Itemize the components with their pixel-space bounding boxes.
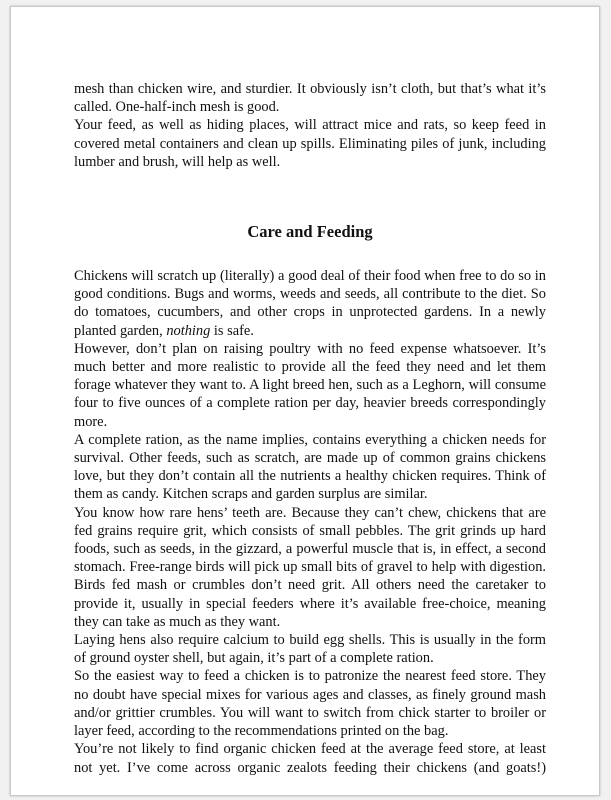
body-paragraph-3: A complete ration, as the name implies, contains everything a chicken needs for survival. Other feeds, such as scratch, are made up of common grains chickens love, but they don’t contain all the nutrients a healthy chicken requires. Think of them as candy. Kitchen scraps and garden surplus are similar. <box>74 431 546 503</box>
body-paragraph-7: You’re not likely to find organic chicken feed at the average feed store, at least not yet. I’ve come across organic zealots feeding their chickens (and goats!) <box>74 741 546 776</box>
intro-paragraph-2: Your feed, as well as hiding places, will attract mice and rats, so keep feed in covered metal containers and clean up spills. Eliminating piles of junk, including lumber and brush, will help as well. <box>74 117 546 170</box>
paragraph-text: is safe. <box>210 322 254 339</box>
section-heading: Care and Feeding <box>247 222 373 242</box>
paragraph-text: Chickens will scratch up (literally) a good deal of their food when free to do so in good conditions. Bugs and worms, weeds and seeds, all contribute to the diet. So do tomatoes, cucumbers, and other crops in unprotected gardens. In a newly planted garden, <box>74 268 546 339</box>
body-paragraph-4: You know how rare hens’ teeth are. Because they can’t chew, chickens that are fed grains require grit, which consists of small pebbles. The grit grinds up hard foods, such as seeds, in the gizzard, a powerful muscle that is, in effect, a second stomach. Free-range birds will pick up small bits of gravel to help with digestion. Birds fed mash or crumbles don’t need grit. All others need the caretaker to provide it, usually in special feeders where it’s available free-choice, meaning they can take as much as they want. <box>74 504 546 630</box>
body-paragraph-5: Laying hens also require calcium to build egg shells. This is usually in the form of ground oyster shell, but again, it’s part of a complete ration. <box>74 632 546 667</box>
page-body <box>74 80 546 777</box>
intro-paragraph-1: mesh than chicken wire, and sturdier. It obviously isn’t cloth, but that’s what it’s called. One-half-inch mesh is good. <box>74 81 546 116</box>
document-page <box>10 6 600 796</box>
spacer <box>74 171 546 222</box>
body-paragraph-2: However, don’t plan on raising poultry with no feed expense whatsoever. It’s much better and more realistic to provide all the feed they need and let them forage whatever they want to. A light breed hen, such as a Leghorn, will consume four to five ounces of a complete ration per day, heavier breeds correspondingly more. <box>74 340 546 430</box>
spacer <box>74 242 546 267</box>
body-paragraph-1 <box>74 267 546 340</box>
emphasis-text: nothing <box>166 322 211 339</box>
body-paragraph-6: So the easiest way to feed a chicken is to patronize the nearest feed store. They no doubt have special mixes for various ages and classes, as finely ground mash and/or grittier crumbles. You will want to switch from chick starter to broiler or layer feed, according to the recommendations printed on the bag. <box>74 668 546 740</box>
